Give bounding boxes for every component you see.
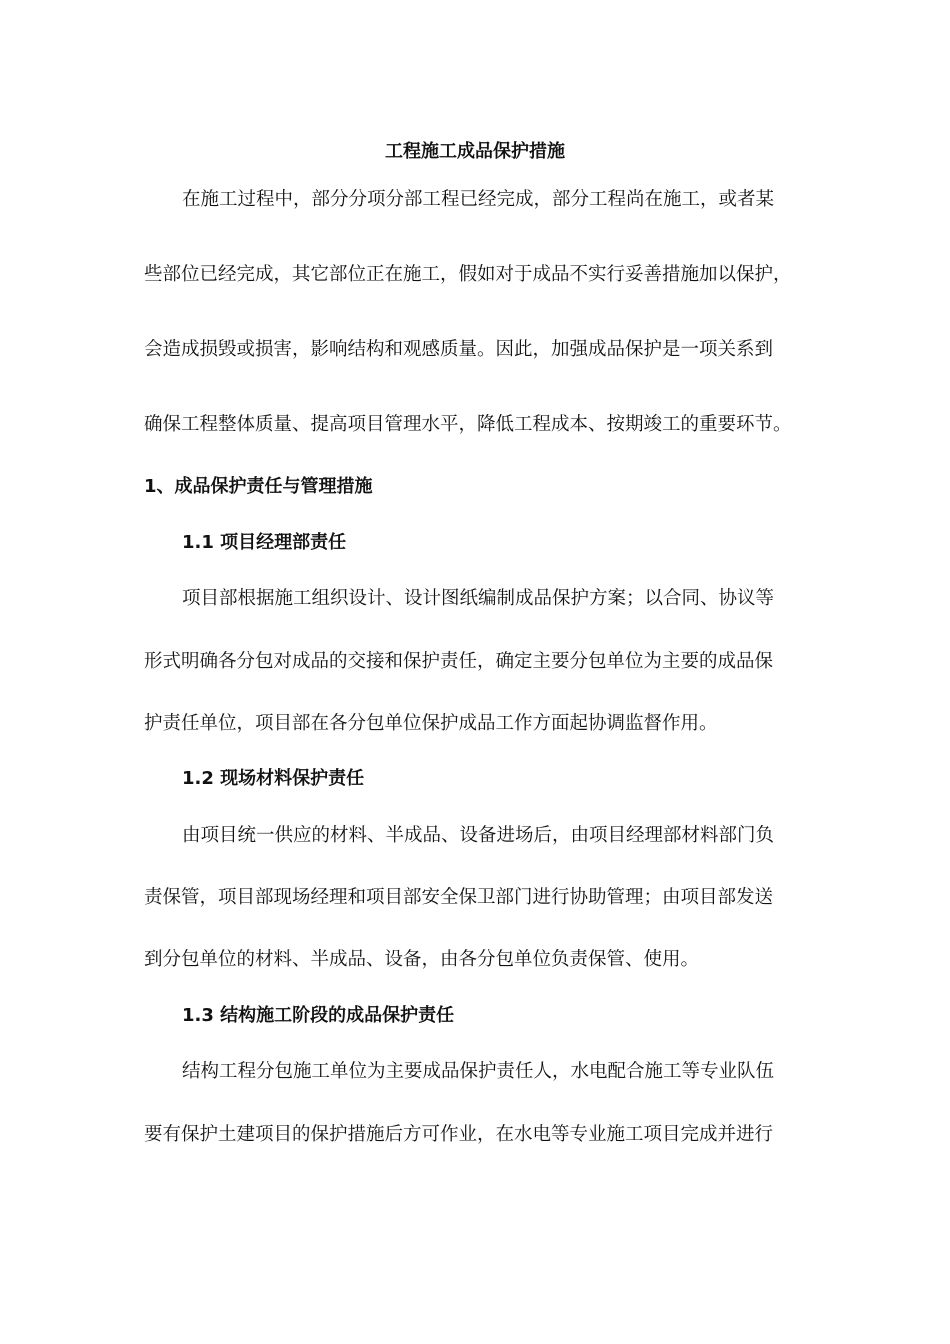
section-1-1-line-1: 项目部根据施工组织设计、设计图纸编制成品保护方案；以合同、协议等: [182, 588, 775, 609]
intro-line-4: 确保工程整体质量、提高项目管理水平，降低工程成本、按期竣工的重要环节。: [144, 414, 792, 435]
section-1-3-heading: 1.3 结构施工阶段的成品保护责任: [182, 1005, 455, 1026]
section-1-2-heading: 1.2 现场材料保护责任: [182, 768, 365, 789]
intro-line-2: 些部位已经完成，其它部位正在施工，假如对于成品不实行妥善措施加以保护，: [144, 264, 792, 285]
section-1-2-line-1: 由项目统一供应的材料、半成品、设备进场后，由项目经理部材料部门负: [182, 825, 775, 846]
section-1-1-line-2: 形式明确各分包对成品的交接和保护责任，确定主要分包单位为主要的成品保: [144, 651, 774, 672]
section-1-1-line-3: 护责任单位，项目部在各分包单位保护成品工作方面起协调监督作用。: [144, 713, 718, 734]
section-1-2-line-3: 到分包单位的材料、半成品、设备，由各分包单位负责保管、使用。: [144, 949, 700, 970]
document-title: 工程施工成品保护措施: [385, 141, 565, 162]
intro-line-1: 在施工过程中，部分分项分部工程已经完成，部分工程尚在施工，或者某: [182, 189, 775, 210]
section-1-heading: 1、成品保护责任与管理措施: [144, 476, 373, 497]
section-1-3-line-1: 结构工程分包施工单位为主要成品保护责任人，水电配合施工等专业队伍: [182, 1061, 775, 1082]
section-1-2-line-2: 责保管，项目部现场经理和项目部安全保卫部门进行协助管理；由项目部发送: [144, 887, 774, 908]
section-1-1-heading: 1.1 项目经理部责任: [182, 532, 347, 553]
section-1-3-line-2: 要有保护土建项目的保护措施后方可作业，在水电等专业施工项目完成并进行: [144, 1124, 774, 1145]
intro-line-3: 会造成损毁或损害，影响结构和观感质量。因此，加强成品保护是一项关系到: [144, 339, 774, 360]
